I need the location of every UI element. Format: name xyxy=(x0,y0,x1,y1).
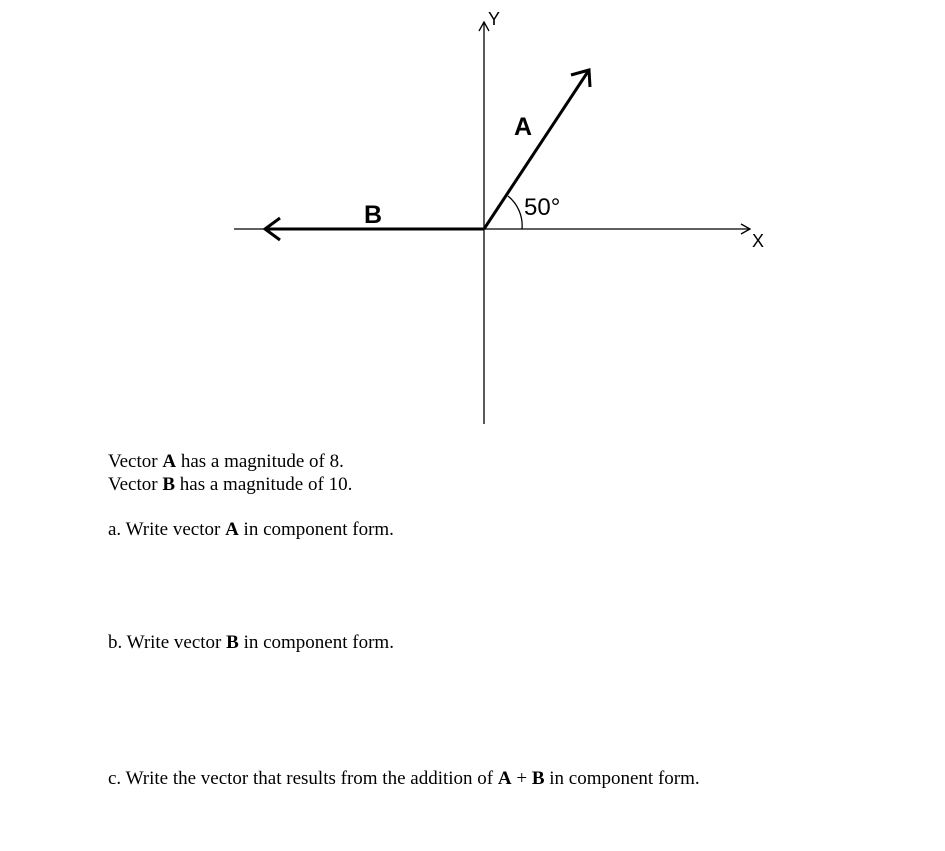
question-a: a. Write vector A in component form. xyxy=(108,519,394,540)
question-b: b. Write vector B in component form. xyxy=(108,632,394,653)
vector-b-label: B xyxy=(364,201,383,229)
x-axis-label: X xyxy=(752,231,765,251)
magnitude-b-text: Vector B has a magnitude of 10. xyxy=(108,474,353,495)
vector-a-label: A xyxy=(514,113,533,141)
magnitude-a-text: Vector A has a magnitude of 8. xyxy=(108,451,344,472)
angle-label: 50° xyxy=(524,194,561,221)
angle-arc xyxy=(508,196,522,229)
y-axis-label: Y xyxy=(488,9,501,29)
question-c: c. Write the vector that results from the addition of A + B in component form. xyxy=(108,768,700,789)
